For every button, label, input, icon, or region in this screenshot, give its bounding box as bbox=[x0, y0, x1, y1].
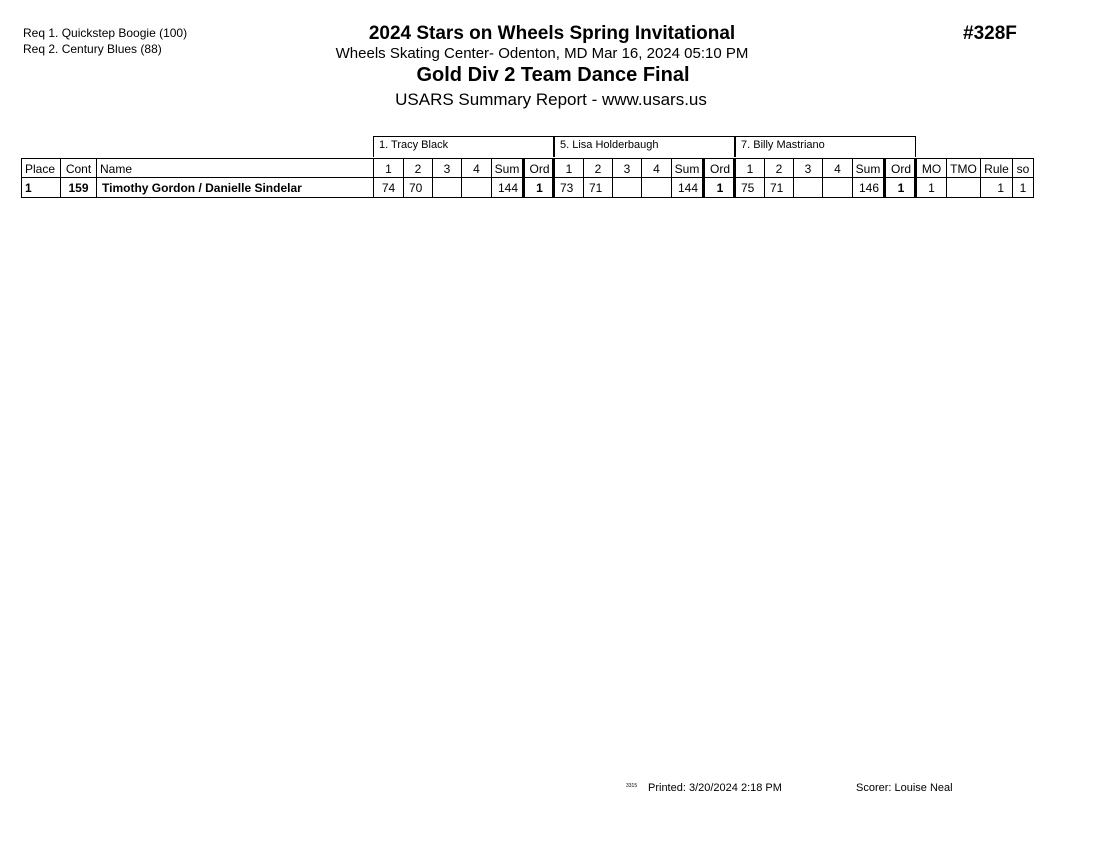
row-cont: 159 bbox=[60, 178, 96, 198]
row-j2-sum: 144 bbox=[671, 178, 702, 198]
col-j3-d1: 1 bbox=[733, 158, 764, 178]
judge-header-1: 1. Tracy Black bbox=[373, 136, 554, 157]
row-rule: 1 bbox=[980, 178, 1012, 198]
col-j2-d4: 4 bbox=[641, 158, 671, 178]
row-j3-d1: 75 bbox=[733, 178, 764, 198]
row-j3-d4 bbox=[822, 178, 852, 198]
report-line: USARS Summary Report - www.usars.us bbox=[395, 90, 707, 109]
col-j3-sum: Sum bbox=[852, 158, 883, 178]
col-j3-d3: 3 bbox=[793, 158, 822, 178]
scorer-name: Scorer: Louise Neal bbox=[856, 782, 953, 794]
competition-title: 2024 Stars on Wheels Spring Invitational bbox=[368, 23, 736, 44]
col-mo: MO bbox=[914, 158, 946, 178]
col-j1-sum: Sum bbox=[491, 158, 522, 178]
venue-date-line: Wheels Skating Center- Odenton, MD Mar 16, 2024 05:10 PM bbox=[335, 45, 749, 62]
row-j1-d1: 74 bbox=[373, 178, 403, 198]
col-cont: Cont bbox=[60, 158, 96, 178]
row-mo: 1 bbox=[914, 178, 946, 198]
col-j1-d4: 4 bbox=[461, 158, 491, 178]
row-j3-sum: 146 bbox=[852, 178, 883, 198]
col-j2-d2: 2 bbox=[583, 158, 612, 178]
row-j2-d2: 71 bbox=[583, 178, 612, 198]
col-j1-d1: 1 bbox=[373, 158, 403, 178]
col-name: Name bbox=[96, 158, 373, 178]
row-j3-ord: 1 bbox=[883, 178, 916, 198]
event-number: #328F bbox=[963, 23, 1017, 44]
row-j2-ord: 1 bbox=[702, 178, 735, 198]
col-tmo: TMO bbox=[946, 158, 980, 178]
event-name: Gold Div 2 Team Dance Final bbox=[416, 64, 690, 86]
col-j3-d4: 4 bbox=[822, 158, 852, 178]
row-j1-d2: 70 bbox=[403, 178, 432, 198]
row-j2-d3 bbox=[612, 178, 641, 198]
row-j1-ord: 1 bbox=[522, 178, 554, 198]
row-place: 1 bbox=[21, 178, 60, 198]
requirement-1: Req 1. Quickstep Boogie (100) bbox=[23, 26, 188, 40]
col-j2-d1: 1 bbox=[552, 158, 583, 178]
col-j2-sum: Sum bbox=[671, 158, 702, 178]
row-j1-sum: 144 bbox=[491, 178, 522, 198]
col-place: Place bbox=[21, 158, 60, 178]
requirement-2: Req 2. Century Blues (88) bbox=[23, 42, 162, 56]
judge-header-2: 5. Lisa Holderbaugh bbox=[554, 136, 735, 157]
row-j3-d3 bbox=[793, 178, 822, 198]
col-rule: Rule bbox=[980, 158, 1012, 178]
row-j2-d1: 73 bbox=[552, 178, 583, 198]
col-so: so bbox=[1012, 158, 1034, 178]
row-j3-d2: 71 bbox=[764, 178, 793, 198]
col-j1-d2: 2 bbox=[403, 158, 432, 178]
footer-mark: 3315 bbox=[626, 783, 638, 789]
row-so: 1 bbox=[1012, 178, 1034, 198]
row-tmo bbox=[946, 178, 980, 198]
row-j1-d3 bbox=[432, 178, 461, 198]
judge-header-3: 7. Billy Mastriano bbox=[735, 136, 916, 157]
row-j2-d4 bbox=[641, 178, 671, 198]
col-j3-ord: Ord bbox=[883, 158, 916, 178]
col-j1-ord: Ord bbox=[522, 158, 554, 178]
col-j1-d3: 3 bbox=[432, 158, 461, 178]
col-j2-d3: 3 bbox=[612, 158, 641, 178]
col-j2-ord: Ord bbox=[702, 158, 735, 178]
row-name: Timothy Gordon / Danielle Sindelar bbox=[96, 178, 373, 198]
row-j1-d4 bbox=[461, 178, 491, 198]
col-j3-d2: 2 bbox=[764, 158, 793, 178]
printed-timestamp: Printed: 3/20/2024 2:18 PM bbox=[648, 782, 782, 794]
